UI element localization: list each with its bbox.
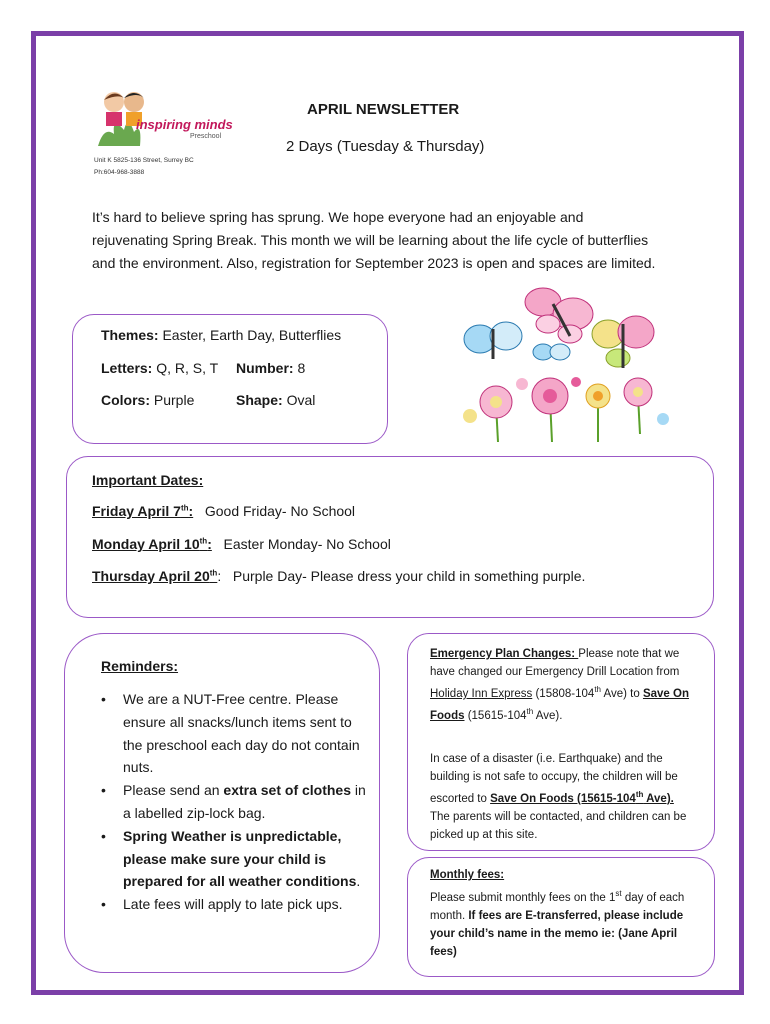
number-label: Number: (236, 360, 294, 376)
list-item: • Late fees will apply to late pick ups. (101, 893, 371, 916)
small-flower-icon (516, 378, 528, 390)
address-line: Unit K 5825-136 Street, Surrey BC (94, 157, 194, 164)
letters-value: Q, R, S, T (156, 360, 219, 376)
date-item: Friday April 7th: Good Friday- No School (92, 503, 356, 519)
date-item-text: Good Friday- No School (204, 503, 356, 519)
date-item: Monday April 10th: Easter Monday- No School (92, 536, 391, 552)
flower-icon (532, 378, 568, 442)
emergency-paragraph-2: In case of a disaster (i.e. Earthquake) and the building is not safe to occupy, the children will be escorted to Save On Foods (15615-104th Ave). The parents will be contacted, and children can be picked up at this site. (430, 753, 687, 841)
emergency-heading: Emergency Plan Changes: (430, 648, 579, 660)
important-dates-heading: Important Dates: (92, 472, 204, 488)
small-flower-icon (571, 377, 581, 387)
list-item: • Spring Weather is unpredictable, please make sure your child is prepared for all weather conditions. (101, 825, 371, 893)
list-item: • Please send an extra set of clothes in a labelled zip-lock bag. (101, 779, 371, 825)
themes-label: Themes: (101, 327, 159, 343)
number-line (236, 360, 305, 376)
themes-line (101, 327, 341, 343)
reminders-list (101, 688, 371, 916)
butterflies-flowers-illustration (458, 284, 670, 444)
flower-icon (480, 386, 512, 442)
flower-icon (624, 378, 652, 434)
intro-paragraph: It’s hard to believe spring has sprung. We hope everyone had an enjoyable and rejuvenating Spring Break. This month we will be learning about the life cycle of butterflies and the environment. Also, registration for September 2023 is open and spaces are limited. (92, 209, 656, 271)
date-item: Thursday April 20th: Purple Day- Please dress your child in something purple. (92, 568, 586, 584)
address (94, 155, 194, 179)
flower-icon (586, 384, 610, 442)
butterfly-icon (592, 316, 654, 368)
newsletter-subtitle: 2 Days (Tuesday & Thursday) (286, 138, 485, 155)
themes-value: Easter, Earth Day, Butterflies (162, 327, 342, 343)
date-item-text: Easter Monday- No School (223, 536, 391, 552)
shape-value: Oval (286, 392, 316, 408)
fees-heading: Monthly fees: (430, 869, 505, 881)
shape-line (236, 392, 315, 408)
reminders-heading: Reminders: (101, 658, 179, 674)
colors-value: Purple (153, 392, 195, 408)
colors-label: Colors: (101, 392, 150, 408)
fees-paragraph: Please submit monthly fees on the 1st day of each month. If fees are E-transferred, please include your child’s name in the memo ie: (Jane April fees) (430, 889, 685, 958)
logo-subtext: Preschool (190, 133, 222, 140)
number-value: 8 (297, 360, 306, 376)
phone-line: Ph:604-968-3888 (94, 169, 145, 176)
small-flower-icon (657, 413, 669, 425)
small-flower-icon (463, 409, 477, 423)
letters-label: Letters: (101, 360, 153, 376)
letters-line (101, 360, 218, 376)
shape-label: Shape: (236, 392, 283, 408)
emergency-paragraph-1: Emergency Plan Changes: Please note that we have changed our Emergency Drill Location from Holiday Inn Express (15808-104th Ave) to Save On Foods (15615-104th Ave). (430, 648, 689, 722)
colors-line (101, 392, 194, 408)
date-item-text: Purple Day- Please dress your child in something purple. (232, 568, 586, 584)
butterfly-icon (464, 322, 522, 359)
butterfly-icon (525, 288, 593, 343)
list-item: • We are a NUT-Free centre. Please ensure all snacks/lunch items sent to the preschool each day do not contain nuts. (101, 688, 371, 779)
newsletter-title: APRIL NEWSLETTER (307, 101, 460, 118)
butterfly-icon (533, 344, 570, 360)
logo-text: inspiring minds (136, 117, 233, 132)
